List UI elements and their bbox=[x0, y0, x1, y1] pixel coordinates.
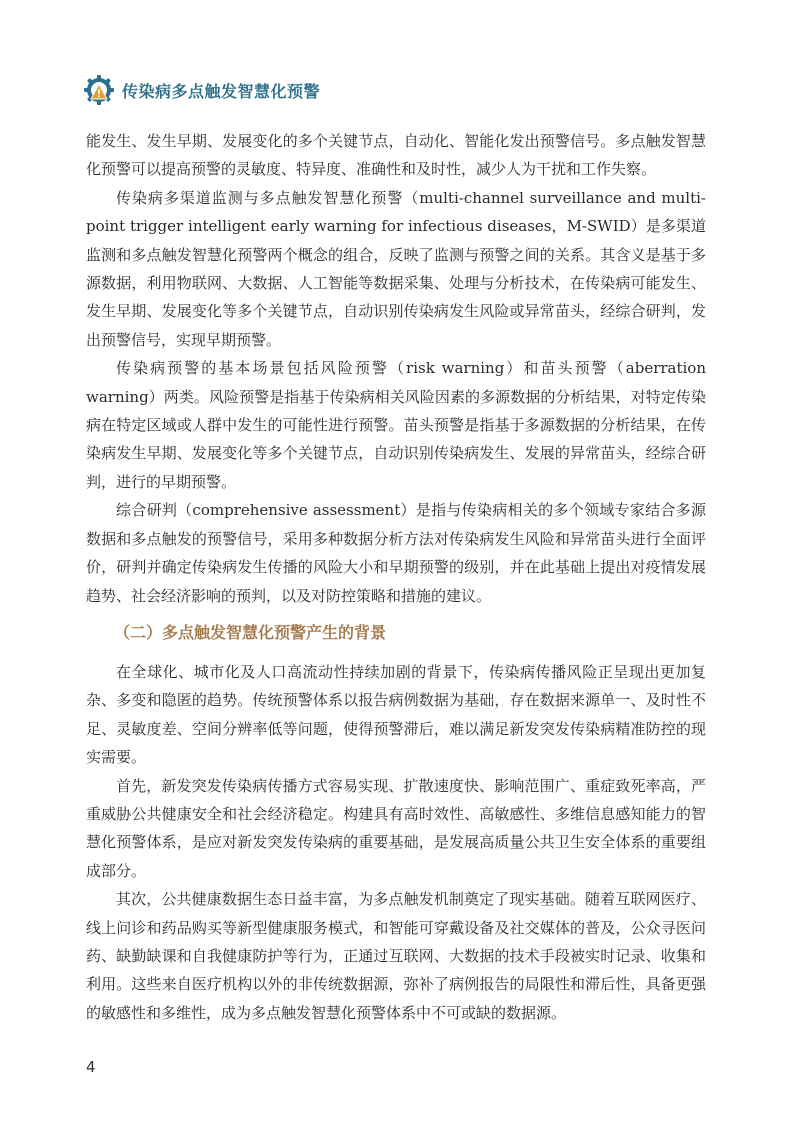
gear-warning-logo-icon bbox=[82, 73, 116, 107]
body-paragraph: 能发生、发生早期、发展变化的多个关键节点，自动化、智能化发出预警信号。多点触发智慧化预警可以提高预警的灵敏度、特异度、准确性和及时性，减少人为干扰和工作失察。 bbox=[86, 132, 706, 179]
body-paragraph: 传染病多渠道监测与多点触发智慧化预警（multi-channel surveillance and multi-point trigger intelligent early warning for infectious diseases，M-SWID）是多渠道监测和多点触发智慧化预警两个概念的组合，反映了监测与预警之间的关系。其含义是基于多源数据，利用物联网、大数据、人工智能等数据采集、处理与分析技术，在传染病可能发生、发生早期、发展变化等多个关键节点，自动识别传染病发生风险或异常苗头，经综合研判，发出预警信号，实现早期预警。 bbox=[86, 188, 706, 349]
running-header bbox=[82, 70, 320, 110]
header-title: 传染病多点触发智慧化预警 bbox=[122, 81, 321, 101]
body-paragraph: 首先，新发突发传染病传播方式容易实现、扩散速度快、影响范围广、重症致死率高，严重威胁公共健康安全和社会经济稳定。构建具有高时效性、高敏感性、多维信息感知能力的智慧化预警体系，是应对新发突发传染病的重要基础，是发展高质量公共卫生安全体系的重要组成部分。 bbox=[86, 776, 706, 880]
body-paragraph: 综合研判（comprehensive assessment）是指与传染病相关的多个领域专家结合多源数据和多点触发的预警信号，采用多种数据分析方法对传染病发生风险和异常苗头进行全面评价，研判并确定传染病发生传播的风险大小和早期预警的级别，并在此基础上提出对疫情发展趋势、社会经济影响的预判，以及对防控策略和措施的建议。 bbox=[86, 501, 706, 605]
body-paragraph: 其次，公共健康数据生态日益丰富，为多点触发机制奠定了现实基础。随着互联网医疗、线上问诊和药品购买等新型健康服务模式，和智能可穿戴设备及社交媒体的普及，公众寻医问药、缺勤缺课和自我健康防护等行为，正通过互联网、大数据的技术手段被实时记录、收集和利用。这些来自医疗机构以外的非传统数据源，弥补了病例报告的局限性和滞后性，具备更强的敏感性和多维性，成为多点触发智慧化预警体系中不可或缺的数据源。 bbox=[86, 890, 706, 1022]
section-heading: （二）多点触发智慧化预警产生的背景 bbox=[114, 622, 387, 642]
body-paragraph: 传染病预警的基本场景包括风险预警（risk warning）和苗头预警（aberration warning）两类。风险预警是指基于传染病相关风险因素的多源数据的分析结果，对特定传染病在特定区域或人群中发生的可能性进行预警。苗头预警是指基于多源数据的分析结果，在传染病发生早期、发展变化等多个关键节点，自动识别传染病发生、发展的异常苗头，经综合研判，进行的早期预警。 bbox=[86, 359, 706, 491]
page-number: 4 bbox=[86, 1058, 96, 1076]
page-body bbox=[86, 127, 706, 1027]
body-paragraph: 在全球化、城市化及人口高流动性持续加剧的背景下，传染病传播风险正呈现出更加复杂、多变和隐匿的趋势。传统预警体系以报告病例数据为基础，存在数据来源单一、及时性不足、灵敏度差、空间分辨率低等问题，使得预警滞后，难以满足新发突发传染病精准防控的现实需要。 bbox=[86, 662, 706, 767]
